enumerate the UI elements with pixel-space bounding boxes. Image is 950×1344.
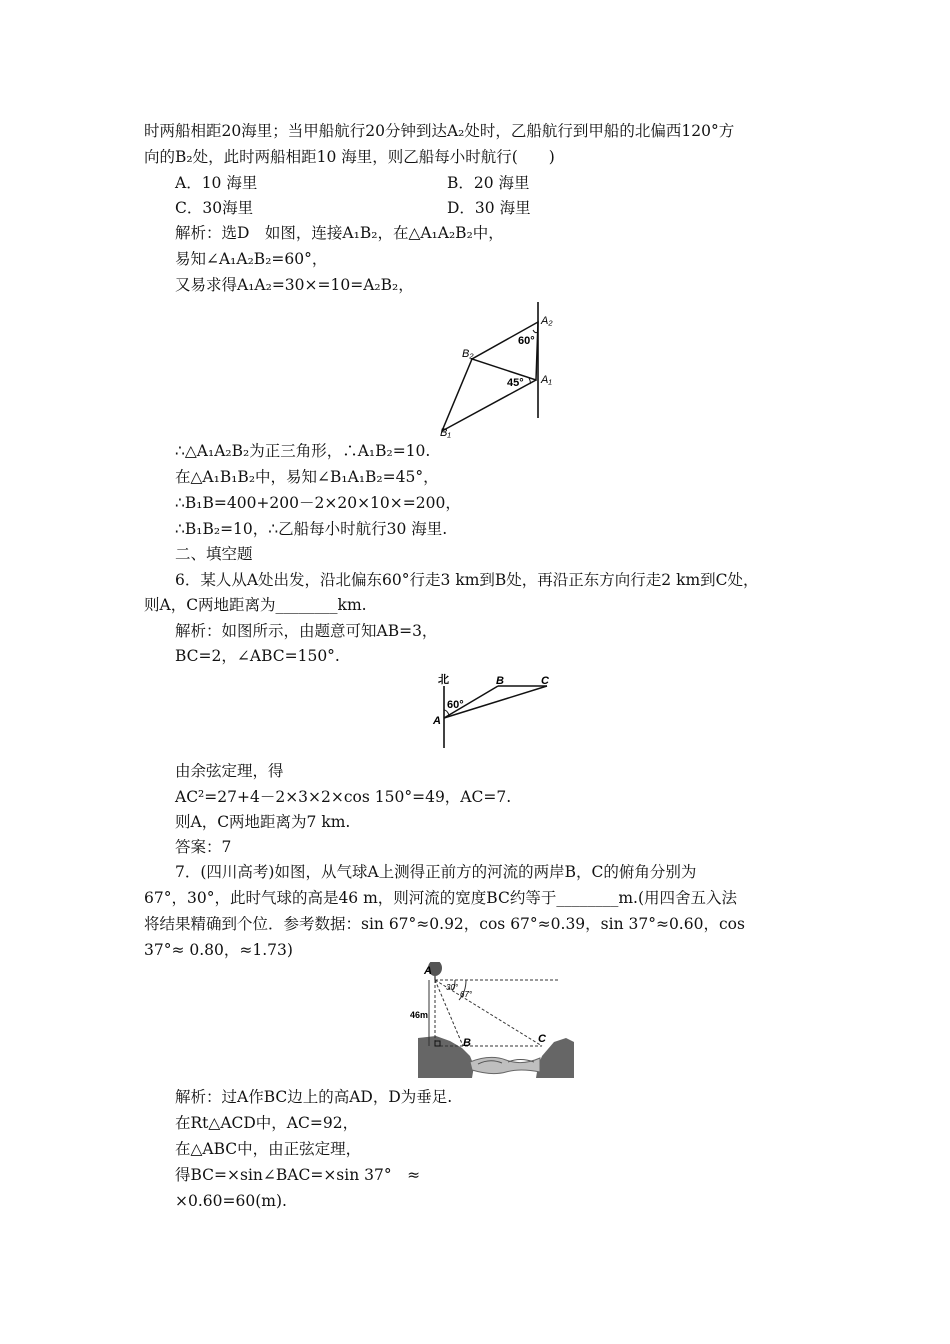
label-b2: B₂ (462, 348, 474, 360)
label-angle-67: 67° (460, 990, 473, 999)
problem5-solution-1: 解析：选D 如图，连接A₁B₂，在△A₁A₂B₂中， (175, 224, 504, 242)
problem5-line1: 时两船相距20海里；当甲船航行20分钟到达A₂处时，乙船航行到甲船的北偏西120°方 (144, 122, 735, 140)
problem5-option-d: D．30 海里 (447, 199, 531, 217)
label-angle-45: 45° (507, 377, 524, 389)
problem6-solution-3: 由余弦定理，得 (175, 762, 284, 780)
label-c: C (541, 675, 549, 687)
problem7-line4: 37°≈ 0.80，≈1.73) (144, 941, 293, 959)
problem7-line3: 将结果精确到个位．参考数据：sin 67°≈0.92，cos 67°≈0.39，sin 37°≈0.60，cos (144, 915, 745, 933)
walk-figure (430, 672, 555, 750)
problem5-solution-5: 在△A₁B₁B₂中，易知∠B₁A₁B₂=45°， (175, 468, 439, 486)
triangle-a1-a2-b2 (472, 322, 538, 380)
problem5-solution-6: ∴B₁B=400+200－2×20×10×=200， (175, 494, 461, 512)
label-north: 北 (438, 674, 449, 686)
problem5-solution-7: ∴B₁B₂=10，∴乙船每小时航行30 海里. (175, 520, 448, 538)
label-b: B (496, 675, 504, 687)
problem6-answer: 答案：7 (175, 838, 232, 856)
problem7-solution-3: 在△ABC中，由正弦定理， (175, 1140, 362, 1158)
segment-b2-b1 (442, 359, 472, 431)
label-a: A (433, 715, 441, 727)
problem5-solution-3: 又易求得A₁A₂=30×=10=A₂B₂， (175, 276, 414, 294)
problem6-line2: 则A，C两地距离为________km. (144, 596, 367, 614)
problem7-solution-4: 得BC=×sin∠BAC=×sin 37° ≈ (175, 1166, 421, 1184)
section-heading: 二、填空题 (175, 545, 253, 563)
ship-figure (440, 300, 570, 438)
label-angle-60: 60° (447, 699, 464, 711)
problem7-line2: 67°，30°，此时气球的高是46 m，则河流的宽度BC约等于________m.(用四舍五入法 (144, 889, 738, 907)
label-b1: B₁ (440, 427, 451, 438)
label-a: A (424, 965, 432, 977)
problem7-solution-1: 解析：过A作BC边上的高AD，D为垂足. (175, 1088, 453, 1106)
label-b: B (463, 1037, 471, 1049)
label-c: C (538, 1033, 546, 1045)
problem5-solution-4: ∴△A₁A₂B₂为正三角形，∴A₁B₂=10. (175, 442, 431, 460)
problem6-solution-5: 则A，C两地距离为7 km. (175, 813, 351, 831)
problem5-line2: 向的B₂处，此时两船相距10 海里，则乙船每小时航行( ) (144, 148, 555, 166)
problem7-solution-2: 在Rt△ACD中，AC=92， (175, 1114, 359, 1132)
problem5-option-a: A．10 海里 (175, 174, 258, 192)
problem5-option-b: B．20 海里 (447, 174, 530, 192)
label-angle-60: 60° (518, 335, 535, 347)
label-height: 46m (410, 1010, 429, 1020)
problem6-solution-4: AC²=27+4－2×3×2×cos 150°=49，AC=7. (175, 788, 512, 806)
problem5-option-c: C．30海里 (175, 199, 254, 217)
label-a2: A₂ (541, 315, 553, 327)
problem6-solution-2: BC=2，∠ABC=150°. (175, 647, 340, 665)
river (470, 1057, 540, 1073)
label-a1: A₁ (541, 374, 552, 386)
problem5-solution-2: 易知∠A₁A₂B₂=60°， (175, 250, 328, 268)
problem6-line1: 6．某人从A处出发，沿北偏东60°行走3 km到B处，再沿正东方向行走2 km到C处， (175, 571, 759, 589)
problem7-solution-5: ×0.60=60(m). (175, 1192, 287, 1210)
problem7-line1: 7．(四川高考)如图，从气球A上测得正前方的河流的两岸B，C的俯角分别为 (175, 863, 697, 881)
problem6-solution-1: 解析：如图所示，由题意可知AB=3， (175, 622, 438, 640)
label-angle-30: 30° (446, 983, 459, 992)
balloon-figure (410, 962, 575, 1080)
